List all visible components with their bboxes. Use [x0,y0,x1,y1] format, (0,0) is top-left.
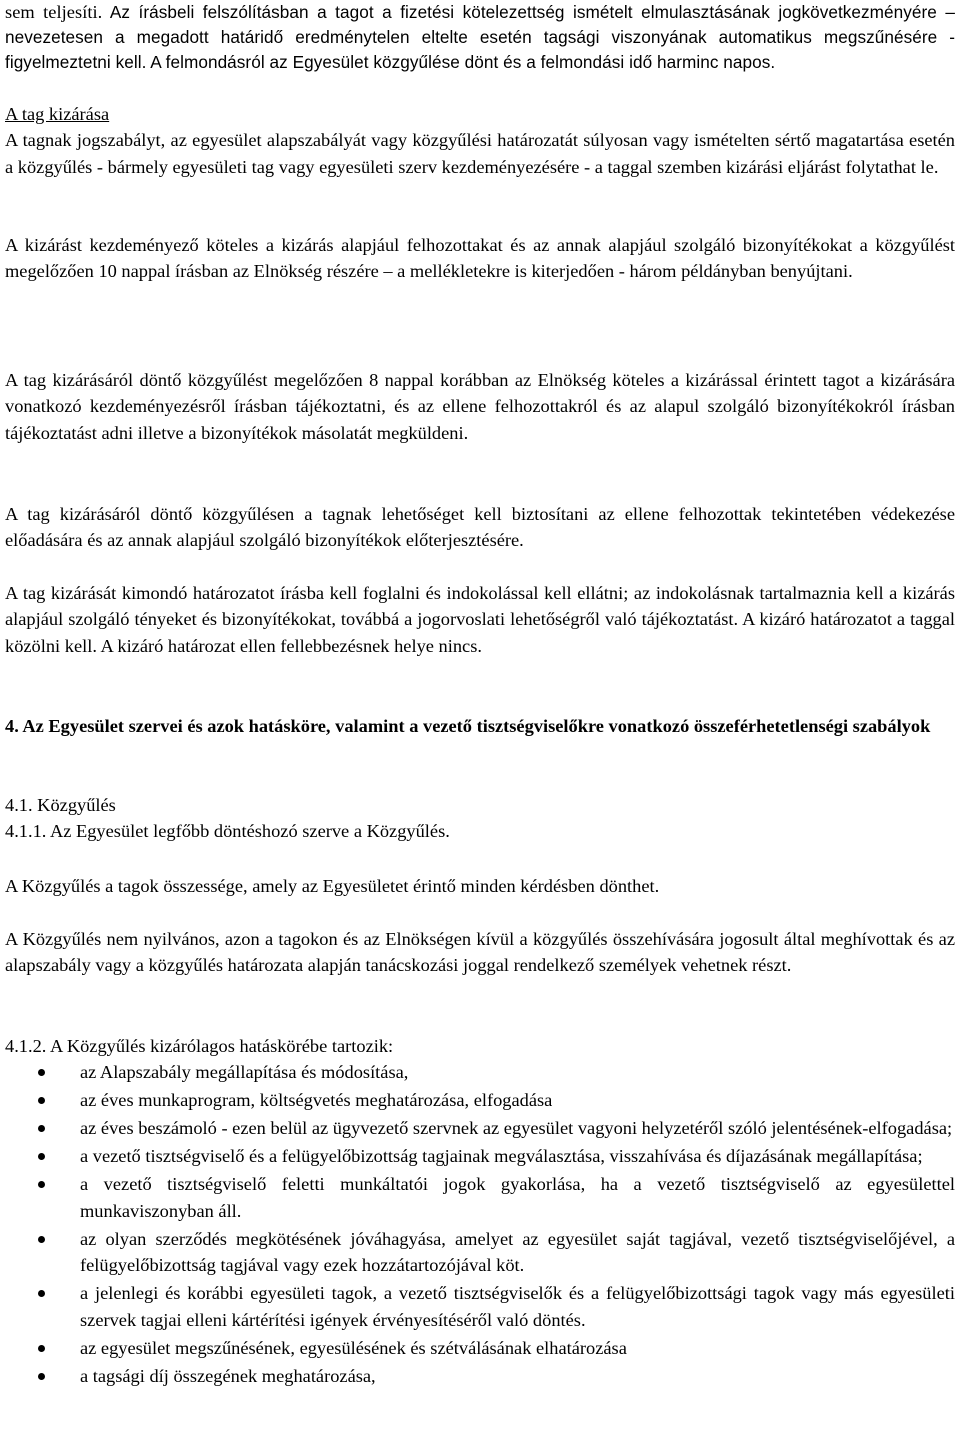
hataskor-list [5,1059,955,1389]
list-item: az éves munkaprogram, költségvetés meghatározása, elfogadása [5,1087,955,1113]
kizaras-paragraph-5-block [5,580,955,659]
bullet-icon [38,1097,45,1104]
kozgyules-paragraph-2-block [5,926,955,979]
kizaras-paragraph-4-block [5,501,955,554]
list-item: a vezető tisztségviselő feletti munkáltatói jogok gyakorlása, ha a vezető tisztségviselő az egyesülettel munkaviszonyban áll. [5,1171,955,1224]
list-item: az olyan szerződés megkötésének jóváhagyása, amelyet az egyesület saját tagjával, vezető tisztségviselőjével, a felügyelőbizottság tagjával vagy ezek hozzátartozójával köt. [5,1226,955,1279]
section-4-heading: 4. Az Egyesület szervei és azok hatásköre, valamint a vezető tisztségviselőkre vonatkozó összeférhetetlenségi szabályok [5,716,931,736]
section-4-1-2-block [5,1033,955,1391]
intro-sans-text: Az írásbeli felszólításban a tagot a fizetési kötelezettség ismételt elmulasztásának jogkövetkezményére – nevezetesen a megadott határidő eredménytelen eltelte esetén tagsági viszonyának automatikus megszűnésére - figyelmeztetni kell. A felmondásról az Egyesület közgyűlése dönt és a felmondási idő harminc napos. [5,2,955,72]
list-item: a tagsági díj összegének meghatározása, [5,1363,955,1389]
kizaras-heading: A tag kizárása [5,104,110,124]
kozgyules-paragraph-1: A Közgyűlés a tagok összessége, amely az Egyesületet érintő minden kérdésben dönthet. [5,876,660,896]
kizaras-paragraph-1: A tagnak jogszabályt, az egyesület alapszabályát vagy közgyűlési határozatát súlyosan vagy ismételten sértő magatartása esetén a közgyűlés - bármely egyesületi tag vagy egyesületi szerv kezdeményezésére - a taggal szemben kizárási eljárást folytathat le. [5,130,955,177]
kozgyules-paragraph-1-block [5,873,955,899]
bullet-icon [38,1181,45,1188]
list-item: a vezető tisztségviselő és a felügyelőbizottság tagjainak megválasztása, visszahívása és díjazásának megállapítása; [5,1143,955,1169]
bullet-icon [38,1236,45,1243]
section-4-1-block [5,792,955,845]
kizaras-paragraph-4: A tag kizárásáról döntő közgyűlésen a tagnak lehetőséget kell biztosítani az ellene felhozottak tekintetében védekezése előadására és az annak alapjául szolgáló bizonyítékok előterjesztésére. [5,504,955,551]
section-4-1-title: 4.1. Közgyűlés [5,795,116,815]
bullet-icon [38,1153,45,1160]
kozgyules-paragraph-2: A Közgyűlés nem nyilvános, azon a tagokon és az Elnökségen kívül a közgyűlés összehívására jogosult által meghívottak és az alapszabály vagy a közgyűlés határozata alapján tanácskozási joggal rendelkező személyek vehetnek részt. [5,929,955,976]
kizaras-paragraph-2-block [5,232,955,285]
bullet-icon [38,1125,45,1132]
bullet-icon [38,1345,45,1352]
list-item: az éves beszámoló - ezen belül az ügyvezető szervnek az egyesület vagyoni helyzetéről szóló jelentésének-elfogadása; [5,1115,955,1141]
list-item: a jelenlegi és korábbi egyesületi tagok, a vezető tisztségviselők és a felügyelőbizottsági tagok vagy más egyesületi szervek tagjai elleni kártérítési igények érvényesítéséről való döntés. [5,1280,955,1333]
bullet-icon [38,1069,45,1076]
kizaras-section [5,101,955,180]
section-4-1-2-title: 4.1.2. A Közgyűlés kizárólagos hatáskörébe tartozik: [5,1036,394,1056]
bullet-icon [38,1290,45,1297]
kizaras-paragraph-5: A tag kizárását kimondó határozatot írásba kell foglalni és indokolással kell ellátni; az indokolásnak tartalmaznia kell a kizárás alapjául szolgáló tényeket és bizonyítékokat, továbbá a jogorvoslati lehetőségről való tájékoztatást. A kizáró határozatot a taggal közölni kell. A kizáró határozat ellen fellebbezésnek helye nincs. [5,583,955,656]
list-item: az egyesület megszűnésének, egyesülésének és szétválásának elhatározása [5,1335,955,1361]
list-item: az Alapszabály megállapítása és módosítása, [5,1059,955,1085]
kizaras-paragraph-2: A kizárást kezdeményező köteles a kizárás alapjául felhozottakat és az annak alapjául szolgáló bizonyítékokat a közgyűlést megelőzően 10 nappal írásban az Elnökség részére – a mellékletekre is kiterjedően - három példányban benyújtani. [5,235,955,282]
kizaras-paragraph-3-block [5,367,955,446]
kizaras-paragraph-3: A tag kizárásáról döntő közgyűlést megelőzően 8 nappal korábban az Elnökség köteles a kizárással érintett tagot a kizárására vonatkozó kezdeményezésről írásban tájékoztatni, és az ellene felhozottakról és az alapul szolgáló bizonyítékokról írásban tájékoztatást adni illetve a bizonyítékok másolatát megküldeni. [5,370,955,443]
bullet-icon [38,1373,45,1380]
section-4-heading-block [5,713,955,739]
intro-line-start: sem teljesíti. [5,2,103,22]
intro-paragraph [5,0,955,74]
section-4-1-1-text: 4.1.1. Az Egyesület legfőbb döntéshozó szerve a Közgyűlés. [5,821,450,842]
